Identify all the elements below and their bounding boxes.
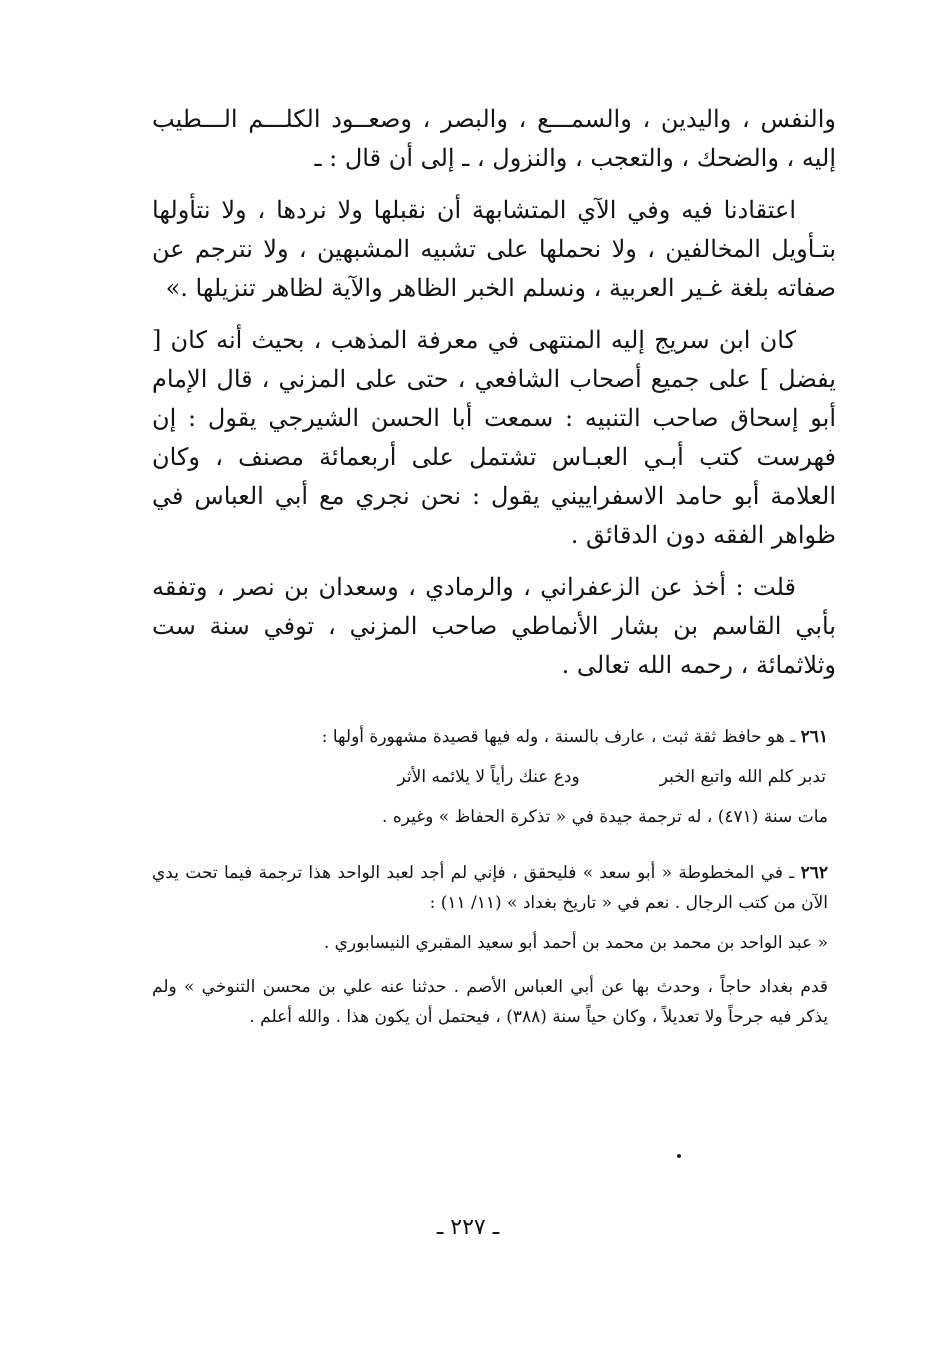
paragraph-1: والنفس ، واليدين ، والسمـــع ، والبصر ، وصعــود الكلـــم الـــطيب إليه ، والضحك ، والتعجب ، والنزول ، ـ إلى أن قال : ـ <box>152 105 836 172</box>
footnote-261 <box>152 722 828 752</box>
footnote-quote: « عبد الواحد بن محمد بن محمد بن أحمد أبو سعيد المقبري النيسابوري . <box>323 933 828 953</box>
footnote-number: ٢٦١ <box>800 727 828 747</box>
footnote-number: ٢٦٢ <box>800 863 829 883</box>
footnote-spacer <box>152 842 828 858</box>
poem-verse <box>152 762 828 792</box>
verse-second-hemistich: ودع عنك رأياً لا يلائمه الأثر <box>397 767 580 787</box>
verse-first-hemistich: تدبر كلم الله واتبع الخبر <box>659 767 826 787</box>
footnote-262 <box>152 858 828 918</box>
footnotes <box>152 722 828 1032</box>
ink-dot <box>677 1154 681 1158</box>
page-number: ـ ٢٢٧ ـ <box>436 1215 500 1240</box>
main-text <box>152 100 836 685</box>
paragraph-3: كان ابن سريج إليه المنتهى في معرفة المذهب ، بحيث أنه كان [ يفضل ] على جميع أصحاب الشافعي ، حتى على المزني ، قال الإمام أبو إسحاق صاحب التنبيه : سمعت أبا الحسن الشيرجي يقول : إن فهرست كتب أبـي العبـاس تشتمل على أربعمائة مصنف ، وكان العلامة أبو حامد الاسفراييني يقول : نحن نجري مع أبي العباس في ظواهر الفقه دون الدقائق . <box>152 326 836 549</box>
footnote-continuation: قدم بغداد حاجاً ، وحدث بها عن أبي العباس الأصم . حدثنا عنه علي بن محسن التنوخي » ولم يذكر فيه جرحاً ولا تعديلاً ، وكان حياً سنة (٣٨٨) ، فيحتمل أن يكون هذا . والله أعلم . <box>152 977 828 1027</box>
paragraph-4: قلت : أخذ عن الزعفراني ، والرمادي ، وسعدان بن نصر ، وتفقه بأبي القاسم بن بشار الأنماطي صاحب المزني ، توفي سنة ست وثلاثمائة ، رحمه الله تعالى . <box>152 573 836 679</box>
footnote-death-note: مات سنة (٤٧١) ، له ترجمة جيدة في « تذكرة الحفاظ » وغيره . <box>382 807 828 827</box>
paragraph-2: اعتقادنا فيه وفي الآي المتشابهة أن نقبلها ولا نردها ، ولا نتأولها بتـأويل المخالفين ، ولا نحملها على تشبيه المشبهين ، ولا نترجم عن صفاته بلغة غـير العربية ، ونسلم الخبر الظاهر والآية لظاهر تنزيلها .» <box>152 196 836 302</box>
footnote-text: ـ هو حافظ ثقة ثبت ، عارف بالسنة ، وله فيها قصيدة مشهورة أولها : <box>321 727 796 747</box>
footnote-text: ـ في المخطوطة « أبو سعد » فليحقق ، فإني لم أجد لعبد الواحد هذا ترجمة فيما تحت يدي الآن من كتب الرجال . نعم في « تاريخ بغداد » (١١/ ١١) : <box>152 863 828 913</box>
